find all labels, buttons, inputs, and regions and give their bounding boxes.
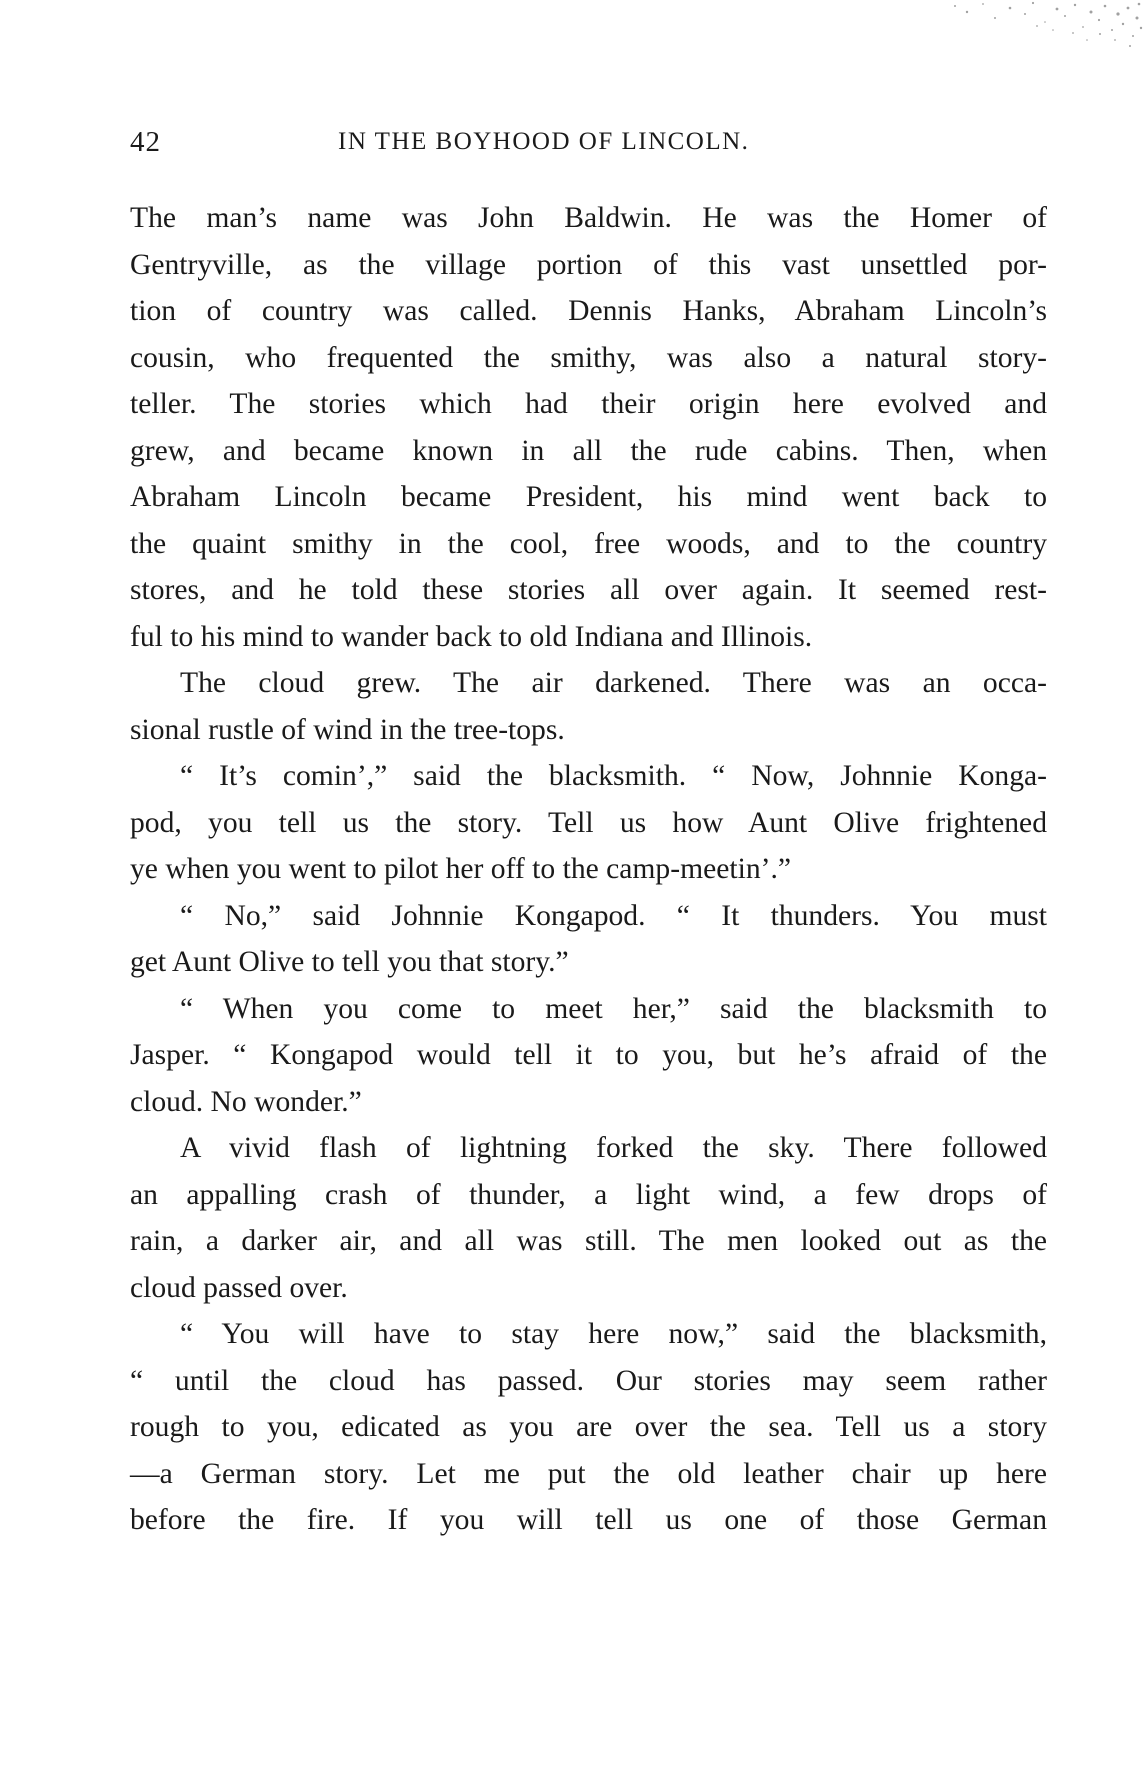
text-line: A vivid flash of lightning forked the sky. There followed	[180, 1132, 1047, 1164]
paragraph	[130, 1311, 1047, 1544]
paragraph	[130, 660, 1047, 753]
text-line: an appalling crash of thunder, a light wind, a few drops of	[130, 1178, 1047, 1211]
text-line: ful to his mind to wander back to old Indiana and Illinois.	[130, 620, 813, 653]
text-line: “ No,” said Johnnie Kongapod. “ It thunders. You must	[180, 899, 1047, 932]
text-line: sional rustle of wind in the tree-tops.	[130, 713, 565, 746]
text-line: rough to you, edicated as you are over the sea. Tell us a story	[130, 1411, 1047, 1443]
text-line: before the fire. If you will tell us one of those German	[130, 1504, 1047, 1536]
text-line: cousin, who frequented the smithy, was also a natural story-	[130, 341, 1047, 374]
paragraph	[130, 1125, 1047, 1311]
text-line: “ until the cloud has passed. Our stories may seem rather	[130, 1364, 1047, 1397]
text-line: Abraham Lincoln became President, his mind went back to	[130, 481, 1047, 513]
text-line: “ You will have to stay here now,” said the blacksmith,	[180, 1318, 1047, 1350]
text-line: stores, and he told these stories all over again. It seemed rest-	[130, 574, 1047, 606]
paragraph	[130, 753, 1047, 893]
paragraph	[130, 195, 1047, 660]
text-line: rain, a darker air, and all was still. The men looked out as the	[130, 1225, 1047, 1257]
text-line: The man’s name was John Baldwin. He was the Homer of	[130, 202, 1047, 234]
text-line: —a German story. Let me put the old leather chair up here	[130, 1457, 1047, 1490]
text-line: Jasper. “ Kongapod would tell it to you, but he’s afraid of the	[130, 1039, 1047, 1071]
running-head: IN THE BOYHOOD OF LINCOLN.	[338, 128, 750, 155]
page-number: 42	[130, 126, 161, 158]
page-header	[130, 126, 1050, 166]
paragraph	[130, 893, 1047, 986]
text-line: ye when you went to pilot her off to the camp-meetin’.”	[130, 853, 792, 885]
body-text	[130, 195, 1047, 1544]
paragraph	[130, 986, 1047, 1126]
text-line: cloud. No wonder.”	[130, 1085, 362, 1118]
text-line: The cloud grew. The air darkened. There was an occa-	[180, 667, 1047, 699]
text-line: Gentryville, as the village portion of this vast unsettled por-	[130, 248, 1047, 281]
text-line: the quaint smithy in the cool, free woods, and to the country	[130, 527, 1047, 560]
text-line: “ It’s comin’,” said the blacksmith. “ Now, Johnnie Konga-	[180, 760, 1047, 792]
text-line: cloud passed over.	[130, 1271, 348, 1304]
text-line: tion of country was called. Dennis Hanks, Abraham Lincoln’s	[130, 295, 1047, 327]
text-line: get Aunt Olive to tell you that story.”	[130, 946, 569, 978]
text-line: “ When you come to meet her,” said the blacksmith to	[180, 992, 1047, 1025]
text-line: pod, you tell us the story. Tell us how Aunt Olive frightened	[130, 806, 1047, 839]
paper-speckle-decoration	[915, 0, 1145, 60]
text-line: teller. The stories which had their origin here evolved and	[130, 388, 1047, 420]
text-line: grew, and became known in all the rude cabins. Then, when	[130, 434, 1047, 467]
